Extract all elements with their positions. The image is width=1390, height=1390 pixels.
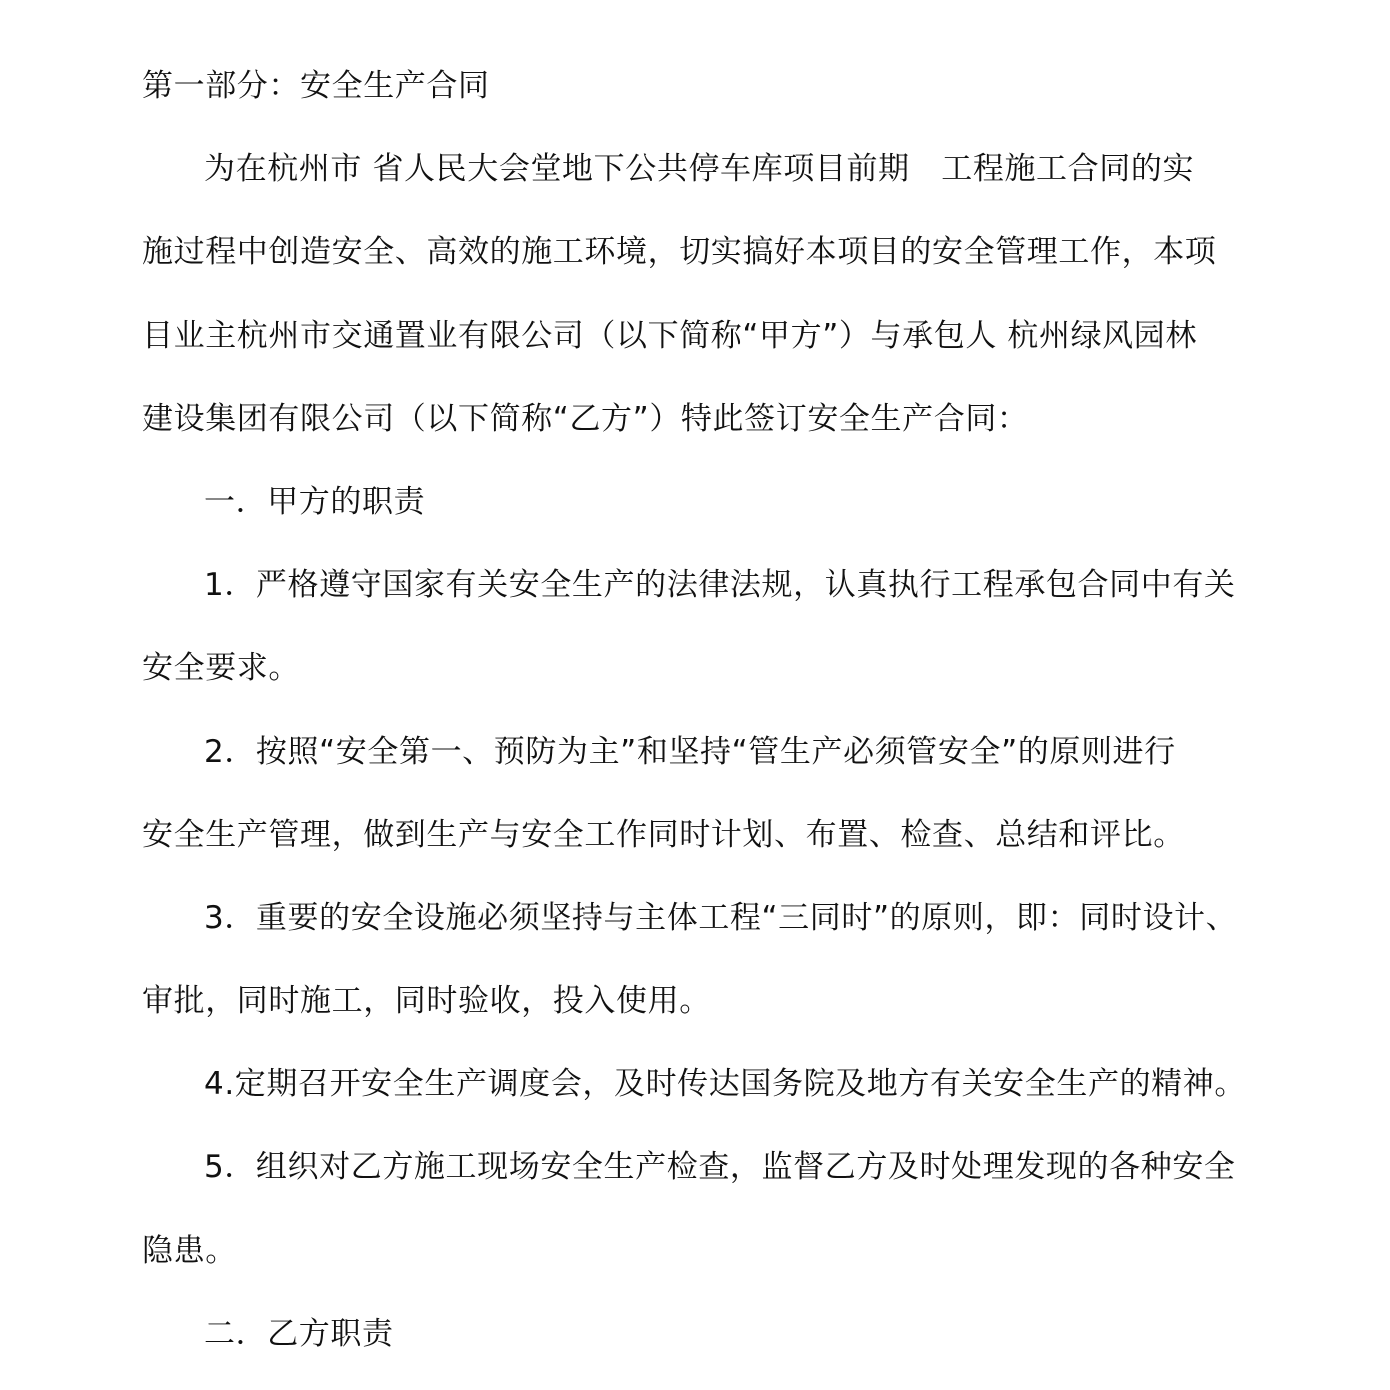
part-title: 第一部分：安全生产合同 [142, 68, 490, 104]
list-item-line: 1．严格遵守国家有关安全生产的法律法规，认真执行工程承包合同中有关 [204, 567, 1236, 604]
list-item-line: 隐患。 [142, 1232, 237, 1269]
list-item-line: 安全要求。 [142, 650, 300, 687]
document-body [142, 45, 1246, 1376]
section-heading: 一．甲方的职责 [204, 483, 426, 520]
list-item-line: 2．按照“安全第一、预防为主”和坚持“管生产必须管安全”的原则进行 [204, 733, 1176, 770]
intro-line: 目业主杭州市交通置业有限公司（以下简称“甲方”）与承包人 杭州绿风园林 [142, 317, 1197, 354]
list-item-line: 审批，同时施工，同时验收，投入使用。 [142, 983, 711, 1020]
list-item-line: 5．组织对乙方施工现场安全生产检查，监督乙方及时处理发现的各种安全 [204, 1149, 1236, 1186]
intro-line: 建设集团有限公司（以下简称“乙方”）特此签订安全生产合同： [142, 400, 1029, 437]
list-item-line: 3．重要的安全设施必须坚持与主体工程“三同时”的原则，即：同时设计、 [204, 899, 1238, 936]
list-item-line: 安全生产管理，做到生产与安全工作同时计划、布置、检查、总结和评比。 [142, 816, 1185, 853]
list-item-line: 4.定期召开安全生产调度会，及时传达国务院及地方有关安全生产的精神。 [204, 1066, 1246, 1103]
intro-line: 为在杭州市 省人民大会堂地下公共停车库项目前期 工程施工合同的实 [204, 151, 1195, 188]
intro-line: 施过程中创造安全、高效的施工环境，切实搞好本项目的安全管理工作，本项 [142, 234, 1217, 271]
section-heading: 二．乙方职责 [204, 1315, 394, 1352]
